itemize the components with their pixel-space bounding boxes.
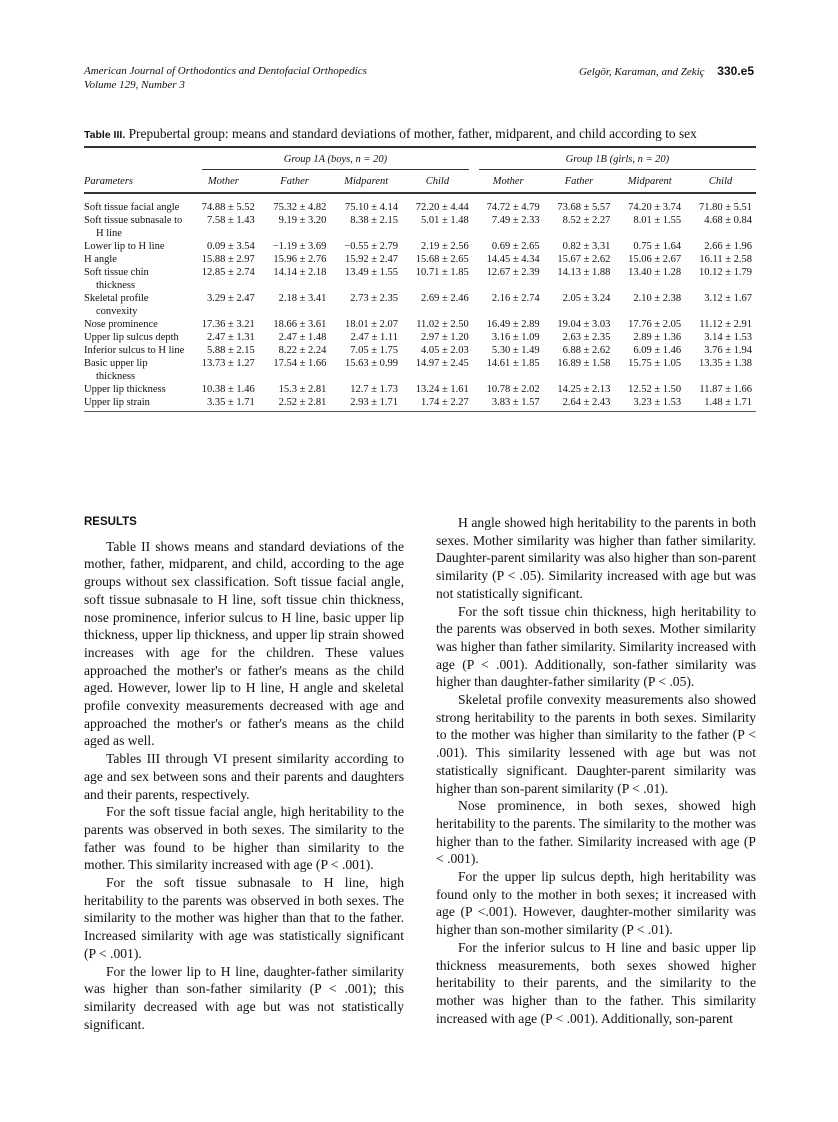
paragraph: For the lower lip to H line, daughter-father similarity was higher than son-father similarity (P < .001); this similarity decreased with age but was not statistically significant. [84,963,404,1032]
right-column [436,514,756,1027]
table-cell: 12.85 ± 2.74 [201,267,255,278]
table-cell: 15.68 ± 2.65 [415,254,469,265]
table-cell: 11.87 ± 1.66 [699,384,752,395]
table-cell: 3.76 ± 1.94 [704,345,752,356]
column-header: Midparent [330,170,402,193]
table-cell: 15.96 ± 2.76 [273,254,327,265]
table-cell: 17.76 ± 2.05 [628,319,682,330]
parameter-label: Soft tissue chin thickness [84,267,149,291]
table-cell: 5.30 ± 1.49 [491,345,540,356]
table-cell: 13.73 ± 1.27 [201,358,255,369]
page-number: 330.e5 [717,64,754,78]
table-cell: 15.88 ± 2.97 [201,254,255,265]
table-cell: 13.40 ± 1.28 [628,267,682,278]
table-cell: 15.92 ± 2.47 [345,254,399,265]
column-header: Midparent [614,170,685,193]
table-cell: 74.72 ± 4.79 [486,202,540,213]
table-cell: 4.05 ± 2.03 [421,345,469,356]
paragraph: Skeletal profile convexity measurements also showed strong heritability to the parents in both sexes. Similarity to the mother was higher than similarity to the father (P < .001). This similarity lessened with age but was not statistically significant. Daughter-parent similarity was higher than son-parent similarity (P < .01). [436,692,756,796]
parameter-label: Upper lip thickness [84,384,166,395]
table-cell: 14.97 ± 2.45 [415,358,469,369]
table-cell: 5.01 ± 1.48 [421,215,469,226]
paragraph: For the soft tissue facial angle, high heritability to the parents was observed in both sexes. The similarity to the father was found to be higher than similarity to the mother. This similarity increased with age (P < .001). [84,804,404,873]
table-cell: 2.64 ± 2.43 [544,396,615,412]
table-row [84,357,756,383]
table-cell: 3.23 ± 1.53 [614,396,685,412]
paragraph: Tables III through VI present similarity according to age and sex between sons and their parents and daughters and their parents, respectively. [84,751,404,802]
table-cell: 2.52 ± 2.81 [259,396,331,412]
table-cell: 14.13 ± 1.88 [557,267,611,278]
table-cell: 75.10 ± 4.14 [345,202,399,213]
table-cell: 16.11 ± 2.58 [699,254,752,265]
table-cell: 6.88 ± 2.62 [562,345,611,356]
paragraph: For the soft tissue subnasale to H line, high heritability to the parents was observed in both sexes. The similarity to the mother was higher than that to the father. Increased similarity with age was statistically significant (P < .001). [84,875,404,961]
table-cell: 8.01 ± 1.55 [633,215,682,226]
paragraph: For the inferior sulcus to H line and basic upper lip thickness measurements, both sexes showed higher heritability to their parents, and the similarity to the mother was higher than to the father. This similarity increased with age (P < .001). Additionally, son-parent [436,939,756,1026]
table-cell: 15.3 ± 2.81 [278,384,327,395]
table-cell: 2.18 ± 3.41 [278,293,327,304]
column-header: Mother [473,170,544,193]
table-row [84,214,756,240]
table-cell: 16.89 ± 1.58 [557,358,611,369]
paragraph: For the upper lip sulcus depth, high heritability was found only to the mother in both sexes; it increased with age (P <.001). However, daughter-mother similarity was higher than son-mother similarity (P < .01). [436,869,756,938]
column-header: Father [259,170,331,193]
table-cell: 3.83 ± 1.57 [473,396,544,412]
table-cell: 0.09 ± 3.54 [207,241,255,252]
table-cell: 7.58 ± 1.43 [207,215,255,226]
table-cell: 3.29 ± 2.47 [207,293,255,304]
parameter-name [84,240,188,253]
table-cell: 2.66 ± 1.96 [704,241,752,252]
table-cell: 2.63 ± 2.35 [562,332,611,343]
left-column [84,514,404,1033]
table-cell: 17.36 ± 3.21 [201,319,255,330]
table-cell: 74.20 ± 3.74 [628,202,682,213]
table-title: Prepubertal group: means and standard deviations of mother, father, midparent, and child according to sex [128,126,697,141]
parameter-label: Soft tissue subnasale to H line [84,215,183,239]
table-cell: 4.68 ± 0.84 [704,215,752,226]
table-cell: 2.19 ± 2.56 [421,241,469,252]
table-cell: 2.47 ± 1.31 [207,332,255,343]
table-cell: 71.80 ± 5.51 [698,202,752,213]
table-cell: 12.67 ± 2.39 [486,267,540,278]
table-cell: 12.52 ± 1.50 [628,384,682,395]
table-cell: 0.69 ± 2.65 [491,241,540,252]
parameter-name [84,214,188,240]
table-row [84,344,756,357]
column-header: Child [685,170,756,193]
parameter-name [84,292,188,318]
journal-volume: Volume 129, Number 3 [84,79,185,91]
table-cell: 75.32 ± 4.82 [273,202,327,213]
column-header: Parameters [84,170,188,193]
parameter-label: Upper lip strain [84,397,150,408]
table-cell: 3.14 ± 1.53 [704,332,752,343]
table-cell: 10.71 ± 1.85 [415,267,469,278]
table-cell: 13.35 ± 1.38 [698,358,752,369]
parameter-label: Soft tissue facial angle [84,202,180,213]
table-cell: 14.14 ± 2.18 [273,267,327,278]
table-cell: 0.82 ± 3.31 [562,241,611,252]
parameter-name [84,266,188,292]
parameter-label: Lower lip to H line [84,241,165,252]
table-cell: 11.12 ± 2.91 [699,319,752,330]
table-cell: 2.97 ± 1.20 [421,332,469,343]
parameter-name [84,253,188,266]
table-row [84,331,756,344]
table-cell: 74.88 ± 5.52 [201,202,255,213]
parameter-name [84,331,188,344]
table-cell: 15.63 ± 0.99 [345,358,399,369]
table-cell: 10.38 ± 1.46 [201,384,255,395]
table-cell: 13.24 ± 1.61 [415,384,469,395]
table-cell: 7.05 ± 1.75 [350,345,399,356]
table-cell: 1.74 ± 2.27 [402,396,473,412]
column-header: Mother [188,170,259,193]
table-cell: 5.88 ± 2.15 [207,345,255,356]
parameter-name [84,318,188,331]
table-row [84,383,756,396]
data-table [84,146,756,412]
table-cell: 8.52 ± 2.27 [562,215,611,226]
parameter-label: H angle [84,254,117,265]
table-row [84,318,756,331]
parameter-label: Basic upper lip thickness [84,358,148,382]
table-cell: 13.49 ± 1.55 [345,267,399,278]
parameter-label: Skeletal profile convexity [84,293,149,317]
column-header: Child [402,170,473,193]
table-cell: 15.06 ± 2.67 [628,254,682,265]
table-cell: 8.38 ± 2.15 [350,215,399,226]
table-cell: 1.48 ± 1.71 [685,396,756,412]
paragraph: Nose prominence, in both sexes, showed high heritability to the parents. The similarity to the mother was higher than to the father. Similarity increased with age (P < .001). [436,798,756,867]
parameter-name [84,396,188,412]
column-header: Father [544,170,615,193]
table-cell: 2.16 ± 2.74 [491,293,540,304]
group-header-boys: Group 1A (boys, n = 20) [188,147,473,170]
table-cell: 2.89 ± 1.36 [633,332,682,343]
table-cell: 2.05 ± 3.24 [562,293,611,304]
paragraph: H angle showed high heritability to the parents in both sexes. Mother similarity was higher than father similarity. Daughter-parent similarity was also higher than son-parent similarity (P < .05). Similarity increased with age but was not statistically significant. [436,515,756,601]
table-cell: 2.73 ± 2.35 [350,293,399,304]
table-cell: 15.67 ± 2.62 [557,254,611,265]
table-caption [84,126,756,142]
parameter-label: Upper lip sulcus depth [84,332,179,343]
table-cell: 3.16 ± 1.09 [491,332,540,343]
parameter-label: Nose prominence [84,319,158,330]
parameter-name [84,193,188,214]
table-label: Table III. [84,129,126,141]
paragraph: For the soft tissue chin thickness, high heritability to the parents was observed in both sexes. Mother similarity was higher than father similarity. Similarity increased with age (P < .001). Additionally, son-father similarity was higher than daughter-father similarity (P < .05). [436,603,756,690]
table-cell: 11.02 ± 2.50 [416,319,469,330]
parameter-name [84,357,188,383]
running-header-journal [84,64,367,92]
paragraph: Table II shows means and standard deviations of the mother, father, midparent, and child, according to the age groups without sex classification. Soft tissue facial angle, soft tissue subnasale to H line, soft tissue chin thickness, nose prominence, inferior sulcus to H line, basic upper lip thickness, upper lip thickness, and upper lip strain showed increases with age for the children. These values approached the mother's or father's means as the child aged. However, lower lip to H line, H angle and skeletal profile convexity measurements decreased with age and approached the mother's or father's means as the child aged as well. [84,538,404,749]
table-row [84,292,756,318]
table-cell: −0.55 ± 2.79 [344,241,399,252]
parameter-name [84,344,188,357]
table-cell: 2.93 ± 1.71 [330,396,402,412]
table-row [84,193,756,214]
table-cell: 9.19 ± 3.20 [278,215,327,226]
table-cell: 3.35 ± 1.71 [188,396,259,412]
table-cell: 72.20 ± 4.44 [415,202,469,213]
table-cell: 14.45 ± 4.34 [486,254,540,265]
table-row [84,266,756,292]
table-cell: 0.75 ± 1.64 [633,241,682,252]
table-row [84,396,756,412]
group-header-girls: Group 1B (girls, n = 20) [473,147,756,170]
table-cell: 17.54 ± 1.66 [273,358,327,369]
parameter-name [84,383,188,396]
running-header-authors [579,64,754,78]
table-cell: 18.66 ± 3.61 [273,319,327,330]
table-row [84,253,756,266]
table-row [84,240,756,253]
table-cell: 10.78 ± 2.02 [486,384,540,395]
table-cell: 2.69 ± 2.46 [421,293,469,304]
table-cell: 16.49 ± 2.89 [486,319,540,330]
table-cell: 19.04 ± 3.03 [557,319,611,330]
authors: Gelgör, Karaman, and Zekiç [578,66,705,78]
parameter-label: Inferior sulcus to H line [84,345,185,356]
table-cell: 2.47 ± 1.48 [278,332,327,343]
table-cell: 73.68 ± 5.57 [557,202,611,213]
table-cell: 12.7 ± 1.73 [350,384,399,395]
table-cell: 2.10 ± 2.38 [633,293,682,304]
journal-name: American Journal of Orthodontics and Dentofacial Orthopedics [84,65,367,77]
table-cell: −1.19 ± 3.69 [272,241,327,252]
table-cell: 10.12 ± 1.79 [698,267,752,278]
table-cell: 6.09 ± 1.46 [633,345,682,356]
table-cell: 15.75 ± 1.05 [628,358,682,369]
table-cell: 14.25 ± 2.13 [557,384,611,395]
table-cell: 18.01 ± 2.07 [345,319,399,330]
table-cell: 3.12 ± 1.67 [704,293,752,304]
table-cell: 8.22 ± 2.24 [278,345,327,356]
table-cell: 2.47 ± 1.11 [350,332,399,343]
table-cell: 7.49 ± 2.33 [491,215,540,226]
table-cell: 14.61 ± 1.85 [486,358,540,369]
section-heading: RESULTS [84,516,137,528]
